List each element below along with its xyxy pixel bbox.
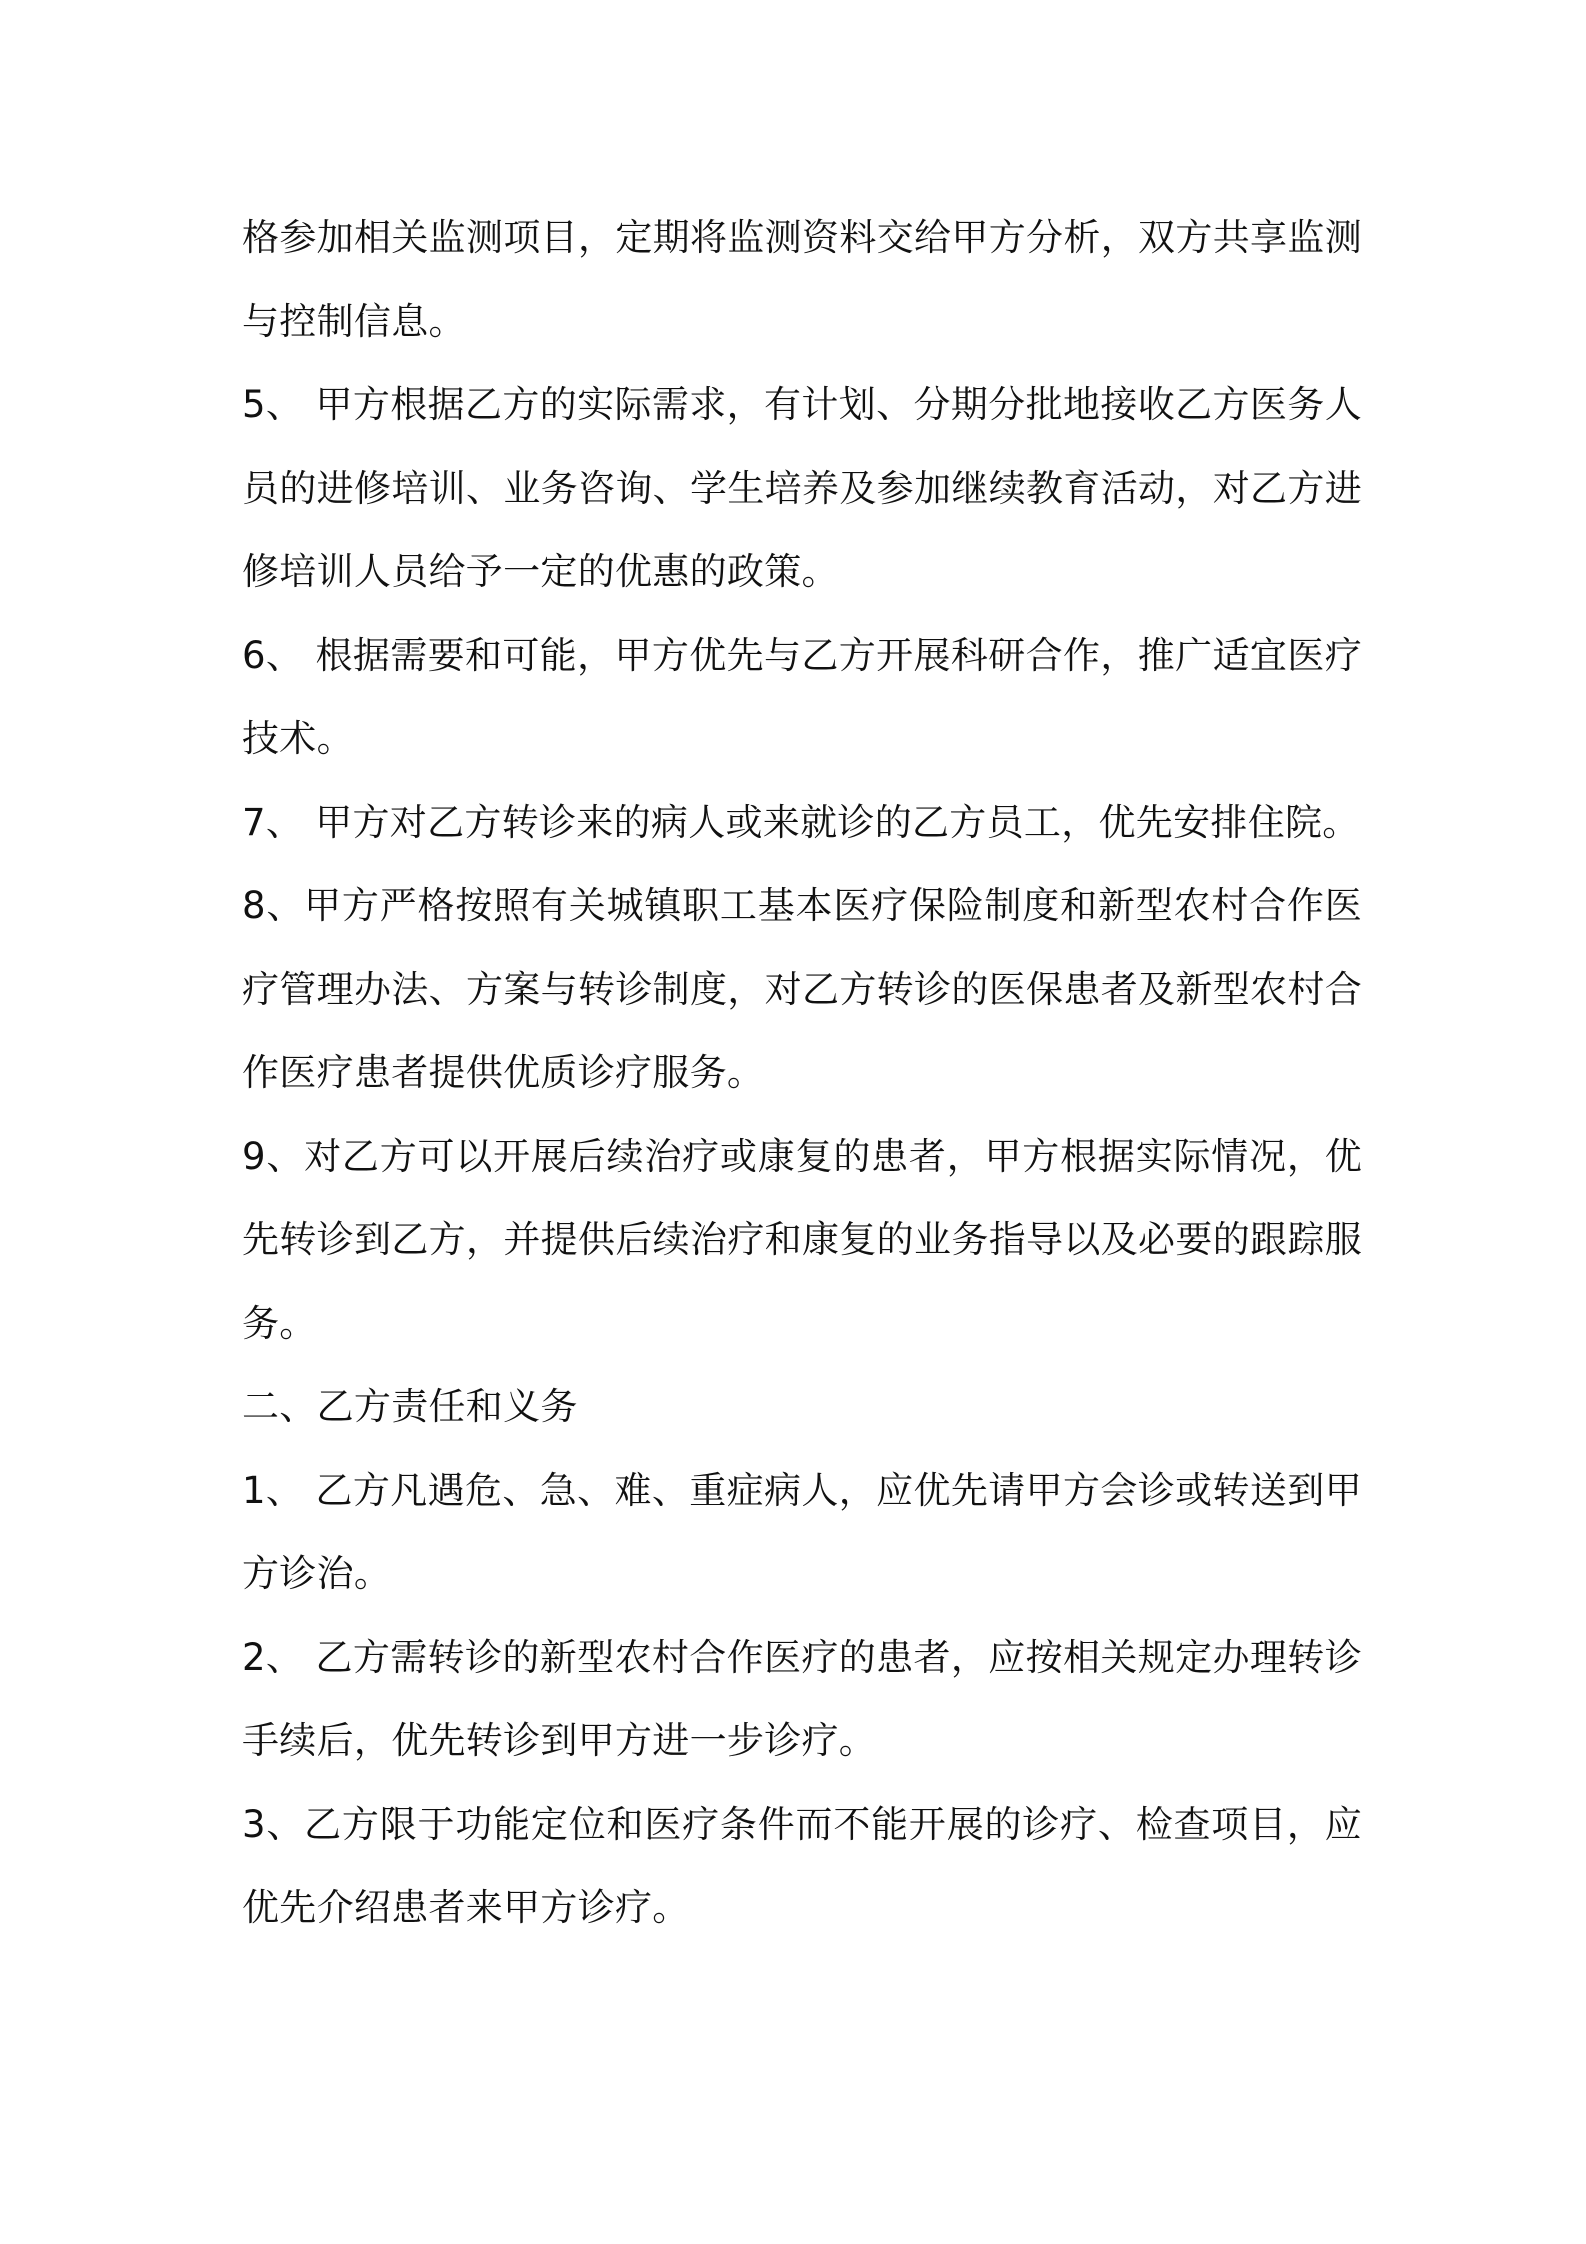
- paragraph-item-9: 9、对乙方可以开展后续治疗或康复的患者，甲方根据实际情况，优先转诊到乙方，并提供后续治疗和康复的业务指导以及必要的跟踪服务。: [242, 1134, 1362, 1345]
- paragraph-item-5: 5、 甲方根据乙方的实际需求，有计划、分期分批地接收乙方医务人员的进修培训、业务咨询、学生培养及参加继续教育活动，对乙方进修培训人员给予一定的优惠的政策。: [242, 383, 1362, 593]
- paragraph-b-item-3: 3、乙方限于功能定位和医疗条件而不能开展的诊疗、检查项目，应优先介绍患者来甲方诊疗。: [242, 1802, 1362, 1929]
- paragraph-monitoring-info: 格参加相关监测项目，定期将监测资料交给甲方分析，双方共享监测与控制信息。: [242, 216, 1362, 343]
- document-body: [242, 196, 1362, 1950]
- paragraph-item-6: 6、 根据需要和可能，甲方优先与乙方开展科研合作，推广适宜医疗技术。: [242, 633, 1362, 760]
- paragraph-b-item-1: 1、 乙方凡遇危、急、难、重症病人，应优先请甲方会诊或转送到甲方诊治。: [242, 1468, 1362, 1595]
- paragraph-item-7: 7、 甲方对乙方转诊来的病人或来就诊的乙方员工，优先安排住院。: [242, 800, 1360, 844]
- paragraph-item-8: 8、甲方严格按照有关城镇职工基本医疗保险制度和新型农村合作医疗管理办法、方案与转诊制度，对乙方转诊的医保患者及新型农村合作医疗患者提供优质诊疗服务。: [242, 884, 1362, 1094]
- section-heading-party-b-duties: 二、乙方责任和义务: [242, 1385, 578, 1428]
- paragraph-b-item-2: 2、 乙方需转诊的新型农村合作医疗的患者，应按相关规定办理转诊手续后，优先转诊到甲方进一步诊疗。: [242, 1635, 1362, 1762]
